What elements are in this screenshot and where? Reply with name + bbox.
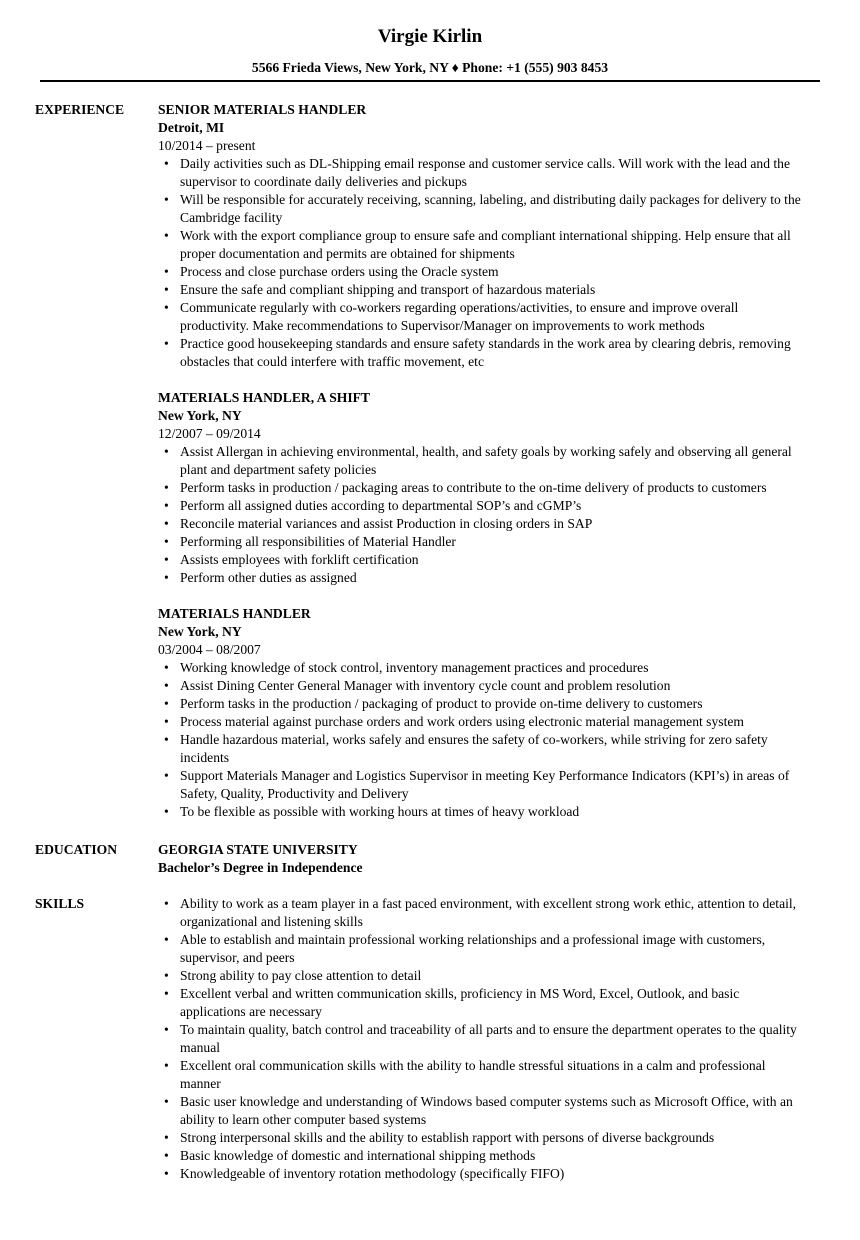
job-location: New York, NY bbox=[158, 624, 242, 639]
job-dates: 10/2014 – present bbox=[158, 138, 256, 153]
section-label-education: EDUCATION bbox=[35, 842, 118, 857]
list-item: • Work with the export compliance group to ensure safe and compliant international shipping. Help ensure that all proper documentation and permits are obtained for shipments bbox=[180, 227, 808, 263]
list-item: • Excellent oral communication skills with the ability to handle stressful situations in a calm and professional manner bbox=[180, 1057, 808, 1093]
list-item: • To be flexible as possible with working hours at times of heavy workload bbox=[180, 803, 808, 821]
job-title: SENIOR MATERIALS HANDLER bbox=[158, 102, 367, 117]
job-bullet-list bbox=[158, 659, 808, 821]
list-item: • Communicate regularly with co-workers regarding operations/activities, to ensure and improve overall productivity. Make recommendations to Supervisor/Manager on improvements to work methods bbox=[180, 299, 808, 335]
school-name: GEORGIA STATE UNIVERSITY bbox=[158, 842, 358, 857]
list-item: • Support Materials Manager and Logistics Supervisor in meeting Key Performance Indicators (KPI’s) in areas of Safety, Quality, Productivity and Delivery bbox=[180, 767, 808, 803]
list-item: • Excellent verbal and written communication skills, proficiency in MS Word, Excel, Outlook, and basic applications are necessary bbox=[180, 985, 808, 1021]
list-item: • Knowledgeable of inventory rotation methodology (specifically FIFO) bbox=[180, 1165, 808, 1183]
job-dates: 03/2004 – 08/2007 bbox=[158, 642, 261, 657]
contact-line: 5566 Frieda Views, New York, NY ♦ Phone: +1 (555) 903 8453 bbox=[251, 60, 609, 75]
job-entry bbox=[158, 389, 808, 587]
job-entry bbox=[158, 605, 808, 821]
list-item: • Performing all responsibilities of Material Handler bbox=[180, 533, 808, 551]
list-item: • Basic user knowledge and understanding of Windows based computer systems such as Microsoft Office, with an ability to learn other computer based systems bbox=[180, 1093, 808, 1129]
skills-list bbox=[158, 895, 808, 1183]
list-item: • Ability to work as a team player in a fast paced environment, with excellent strong work ethic, attention to detail, organizational and listening skills bbox=[180, 895, 808, 931]
job-title: MATERIALS HANDLER bbox=[158, 606, 311, 621]
job-title: MATERIALS HANDLER, A SHIFT bbox=[158, 390, 371, 405]
list-item: • Practice good housekeeping standards and ensure safety standards in the work area by clearing debris, removing obstacles that could interfere with traffic movement, etc bbox=[180, 335, 808, 371]
candidate-name: Virgie Kirlin bbox=[377, 26, 483, 47]
list-item: • Ensure the safe and compliant shipping and transport of hazardous materials bbox=[180, 281, 808, 299]
list-item: • Will be responsible for accurately receiving, scanning, labeling, and distributing daily packages for delivery to the Cambridge facility bbox=[180, 191, 808, 227]
education-section bbox=[0, 841, 860, 877]
list-item: • Assist Dining Center General Manager with inventory cycle count and problem resolution bbox=[180, 677, 808, 695]
list-item: • Working knowledge of stock control, inventory management practices and procedures bbox=[180, 659, 808, 677]
resume-header bbox=[0, 0, 860, 77]
section-label-skills: SKILLS bbox=[35, 896, 85, 911]
list-item: • Perform all assigned duties according to departmental SOP’s and cGMP’s bbox=[180, 497, 808, 515]
section-label-experience: EXPERIENCE bbox=[35, 102, 125, 117]
list-item: • Perform tasks in production / packaging areas to contribute to the on-time delivery of products to customers bbox=[180, 479, 808, 497]
list-item: • Assist Allergan in achieving environmental, health, and safety goals by working safely and observing all general plant and department safety policies bbox=[180, 443, 808, 479]
list-item: • Perform other duties as assigned bbox=[180, 569, 808, 587]
list-item: • Strong ability to pay close attention to detail bbox=[180, 967, 808, 985]
list-item: • Process and close purchase orders using the Oracle system bbox=[180, 263, 808, 281]
job-location: New York, NY bbox=[158, 408, 242, 423]
job-bullet-list bbox=[158, 443, 808, 587]
list-item: • Able to establish and maintain professional working relationships and a professional image with customers, supervisor, and peers bbox=[180, 931, 808, 967]
list-item: • To maintain quality, batch control and traceability of all parts and to ensure the department operates to the quality manual bbox=[180, 1021, 808, 1057]
list-item: • Assists employees with forklift certification bbox=[180, 551, 808, 569]
list-item: • Perform tasks in the production / packaging of product to provide on-time delivery to customers bbox=[180, 695, 808, 713]
list-item: • Basic knowledge of domestic and international shipping methods bbox=[180, 1147, 808, 1165]
degree: Bachelor’s Degree in Independence bbox=[158, 860, 363, 875]
job-entry bbox=[158, 101, 808, 371]
list-item: • Process material against purchase orders and work orders using electronic material management system bbox=[180, 713, 808, 731]
experience-section bbox=[0, 82, 860, 821]
skills-section bbox=[0, 895, 860, 1183]
list-item: • Strong interpersonal skills and the ability to establish rapport with persons of diverse backgrounds bbox=[180, 1129, 808, 1147]
job-location: Detroit, MI bbox=[158, 120, 225, 135]
list-item: • Handle hazardous material, works safely and ensures the safety of co-workers, while striving for zero safety incidents bbox=[180, 731, 808, 767]
job-dates: 12/2007 – 09/2014 bbox=[158, 426, 261, 441]
list-item: • Daily activities such as DL-Shipping email response and customer service calls. Will work with the lead and the supervisor to coordinate daily deliveries and pickups bbox=[180, 155, 808, 191]
list-item: • Reconcile material variances and assist Production in closing orders in SAP bbox=[180, 515, 808, 533]
job-bullet-list bbox=[158, 155, 808, 371]
